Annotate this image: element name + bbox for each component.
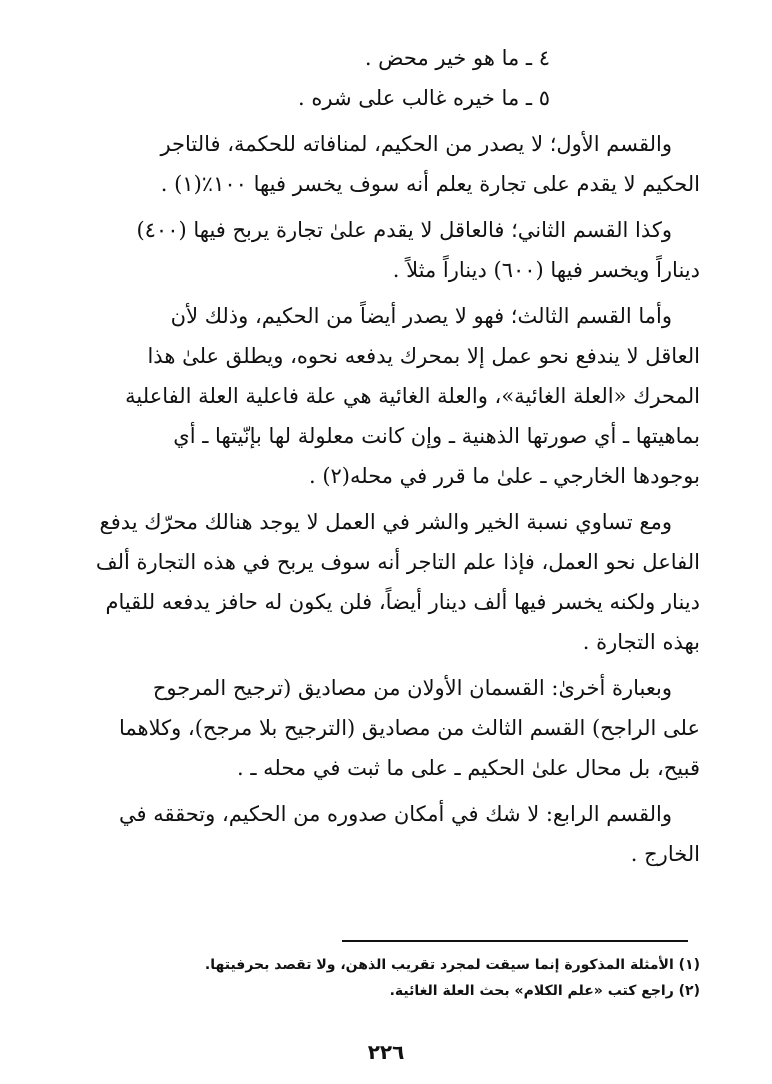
text-line: الخارج . (630, 842, 700, 866)
text-line: قبيح، بل محال علىٰ الحكيم ـ على ما ثبت في محله ـ . (236, 756, 700, 780)
text-line: وأما القسم الثالث؛ فهو لا يصدر أيضاً من الحكيم، وذلك لأن (170, 304, 672, 328)
text-line: المحرك «العلة الغائية»، والعلة الغائية هي علة فاعلية العلة الفاعلية (125, 384, 700, 408)
footnote-divider (342, 940, 688, 942)
text-line: العاقل لا يندفع نحو عمل إلا بمحرك يدفعه نحوه، ويطلق علىٰ هذا (147, 344, 700, 368)
list-item: ٥ ـ ما خيره غالب على شره . (298, 86, 550, 110)
list-item: ٤ ـ ما هو خير محض . (364, 46, 550, 70)
text-line: على الراجح) القسم الثالث من مصاديق (الترجيح بلا مرجح)، وكلاهما (118, 716, 700, 740)
footnote: (١) الأمثلة المذكورة إنما سيقت لمجرد تقريب الذهن، ولا تقصد بحرفيتها. (204, 957, 700, 973)
text-line: والقسم الأول؛ لا يصدر من الحكيم، لمنافاته للحكمة، فالتاجر (160, 132, 672, 156)
text-line: وبعبارة أخرىٰ: القسمان الأولان من مصاديق (ترجيح المرجوح (152, 676, 672, 700)
paragraph (74, 210, 700, 290)
paragraph (74, 124, 700, 204)
text-line: والقسم الرابع: لا شك في أمكان صدوره من الحكيم، وتحققه في (119, 802, 672, 826)
text-line: ديناراً ويخسر فيها (٦٠٠) ديناراً مثلاً . (392, 258, 700, 282)
page-number: ٢٢٦ (367, 1040, 405, 1064)
text-line: ومع تساوي نسبة الخير والشر في العمل لا يوجد هنالك محرّك يدفع (99, 510, 672, 534)
text-line: بهذه التجارة . (582, 630, 700, 654)
text-line: الفاعل نحو العمل، فإذا علم التاجر أنه سوف يربح في هذه التجارة ألف (95, 550, 700, 574)
main-text (74, 38, 700, 880)
paragraph (74, 668, 700, 788)
footnote: (٢) راجع كتب «علم الكلام» بحث العلة الغائية. (389, 983, 700, 999)
paragraph (74, 502, 700, 662)
footnotes (74, 952, 700, 1004)
paragraph (74, 296, 700, 496)
text-line: دينار ولكنه يخسر فيها ألف دينار أيضاً، فلن يكون له حافز يدفعه للقيام (105, 590, 700, 614)
text-line: الحكيم لا يقدم على تجارة يعلم أنه سوف يخسر فيها ١٠٠٪(١) . (160, 172, 700, 196)
text-line: بماهيتها ـ أي صورتها الذهنية ـ وإن كانت معلولة لها بإنّيتها ـ أي (173, 424, 700, 448)
text-line: وكذا القسم الثاني؛ فالعاقل لا يقدم علىٰ تجارة يربح فيها (٤٠٠) (136, 218, 672, 242)
paragraph (74, 794, 700, 874)
text-line: بوجودها الخارجي ـ علىٰ ما قرر في محله(٢) . (308, 464, 700, 488)
